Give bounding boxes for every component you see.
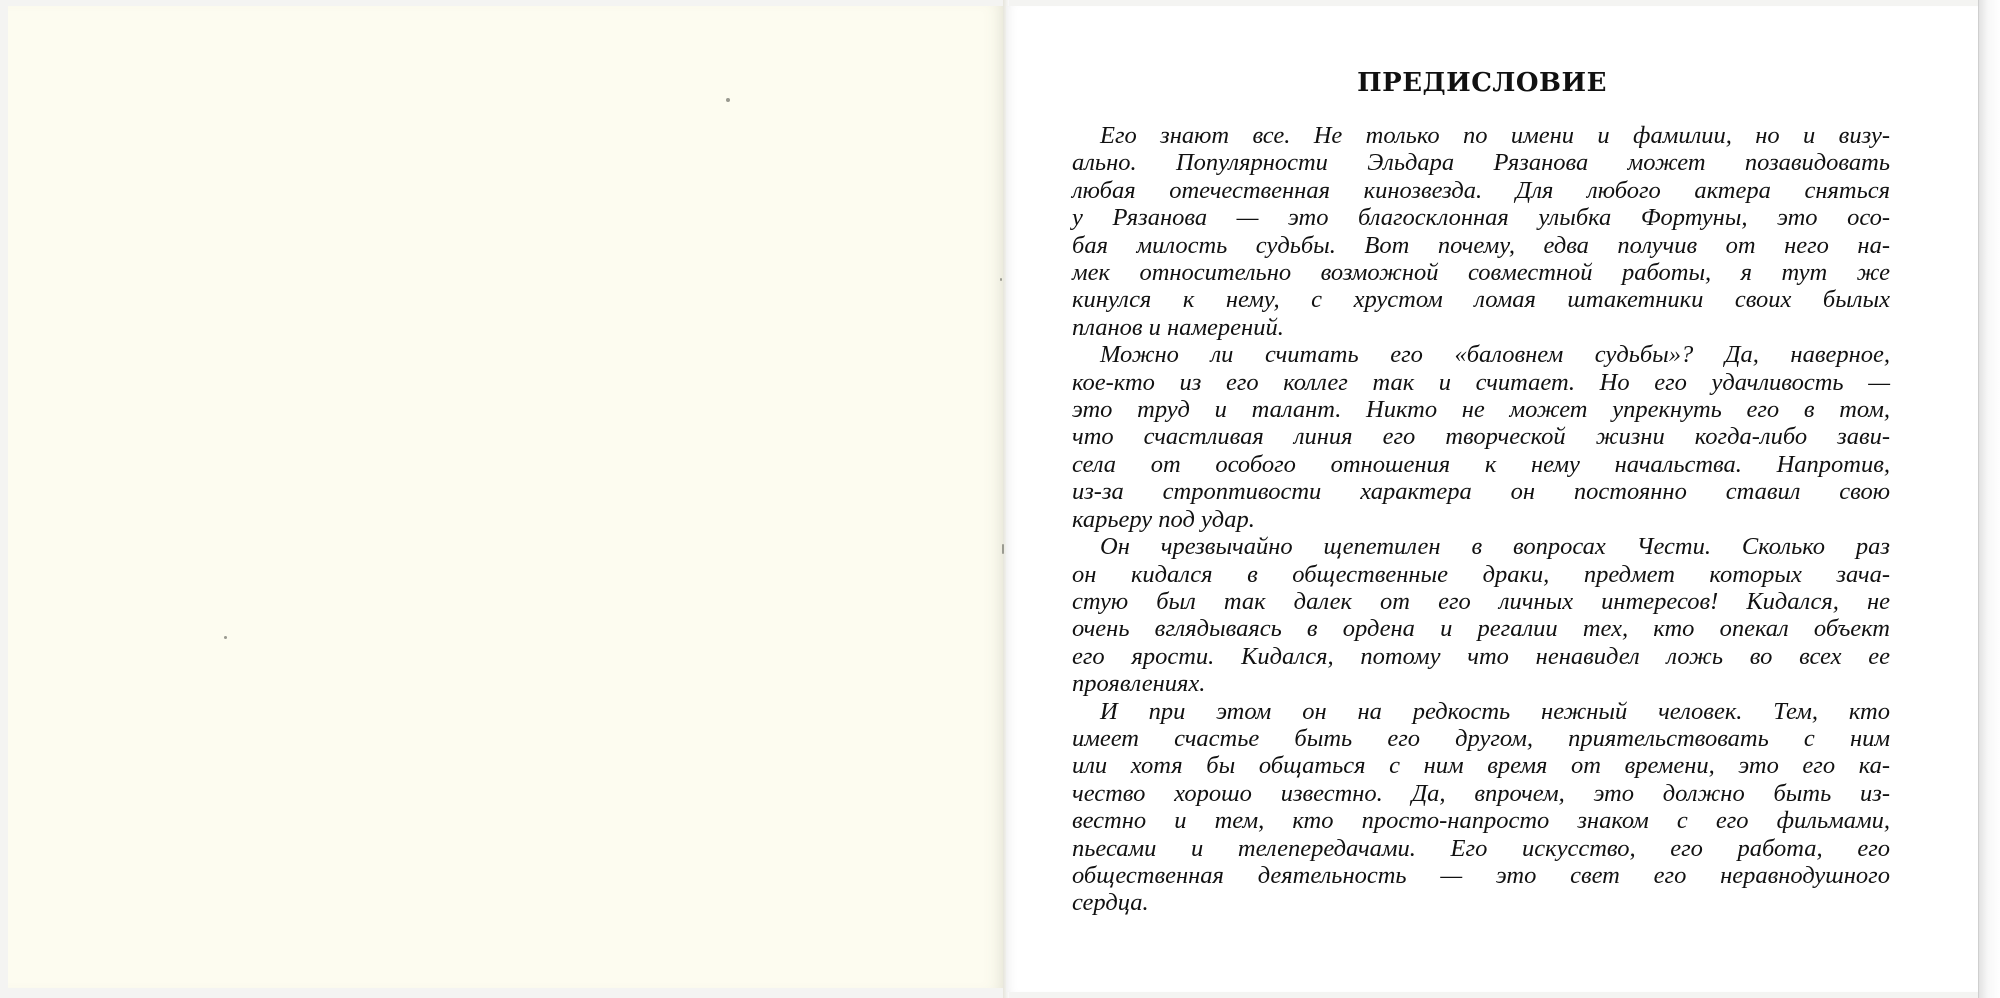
- text-line: сердца.: [1072, 889, 1149, 917]
- text-line: любая отечественная кинозвезда. Для любого актера сняться: [1072, 176, 1890, 204]
- text-line: бая милость судьбы. Вот почему, едва получив от него на-: [1072, 231, 1890, 259]
- text-line: И при этом он на редкость нежный человек. Тем, кто: [1100, 697, 1890, 725]
- text-line: Можно ли считать его «баловнем судьбы»? Да, наверное,: [1100, 341, 1890, 369]
- text-line: села от особого отношения к нему начальства. Напротив,: [1072, 450, 1890, 478]
- text-line: что счастливая линия его творческой жизни когда-либо зави-: [1072, 423, 1890, 451]
- text-line: проявлениях.: [1072, 670, 1206, 698]
- text-line: карьеру под удар.: [1072, 505, 1255, 533]
- page-edge: [1978, 0, 2000, 998]
- text-line: кинулся к нему, с хрустом ломая штакетники своих былых: [1072, 286, 1890, 314]
- text-line: очень вглядываясь в ордена и регалии тех, кто опекал объект: [1072, 615, 1890, 643]
- paper-speck: [726, 98, 730, 102]
- text-line: общественная деятельность — это свет его неравнодушного: [1072, 861, 1890, 889]
- paragraph: [1072, 698, 1890, 917]
- text-line: из-за строптивости характера он постоянно ставил свою: [1072, 478, 1890, 506]
- text-line: его ярости. Кидался, потому что ненавидел ложь во всех ее: [1072, 642, 1890, 670]
- text-line: он кидался в общественные драки, предмет которых зача-: [1072, 560, 1890, 588]
- text-line: планов и намерений.: [1072, 313, 1284, 341]
- text-line: пьесами и телепередачами. Его искусство, его работа, его: [1072, 834, 1890, 862]
- paper-speck: [1002, 544, 1004, 554]
- text-line: это труд и талант. Никто не может упрекнуть его в том,: [1072, 396, 1890, 424]
- text-line: Его знают все. Не только по имени и фамилии, но и визу-: [1100, 122, 1890, 149]
- left-page-blank: [8, 6, 1003, 988]
- text-line: мек относительно возможной совместной работы, я тут же: [1072, 259, 1890, 287]
- text-line: у Рязанова — это благосклонная улыбка Фортуны, это осо-: [1072, 204, 1890, 232]
- paragraph: [1072, 533, 1890, 697]
- text-line: Он чрезвычайно щепетилен в вопросах Чести. Сколько раз: [1100, 533, 1890, 561]
- paragraph: [1072, 341, 1890, 533]
- page-title: ПРЕДИСЛОВИЕ: [1357, 68, 1607, 98]
- text-line: чество хорошо известно. Да, впрочем, это должно быть из-: [1072, 779, 1890, 807]
- text-line: ально. Популярности Эльдара Рязанова может позавидовать: [1072, 149, 1890, 177]
- paragraph: [1072, 122, 1890, 341]
- text-line: стую был так далек от его личных интересов! Кидался, не: [1072, 587, 1890, 615]
- preface-text: [1072, 122, 1890, 917]
- text-line: или хотя бы общаться с ним время от времени, это его ка-: [1072, 752, 1890, 780]
- text-line: имеет счастье быть его другом, приятельствовать с ним: [1072, 724, 1890, 752]
- paper-speck: [224, 636, 227, 639]
- text-line: кое-кто из его коллег так и считает. Но его удачливость —: [1072, 368, 1890, 396]
- text-line: вестно и тем, кто просто-напросто знаком с его фильмами,: [1072, 807, 1890, 835]
- paper-speck: [1000, 278, 1002, 281]
